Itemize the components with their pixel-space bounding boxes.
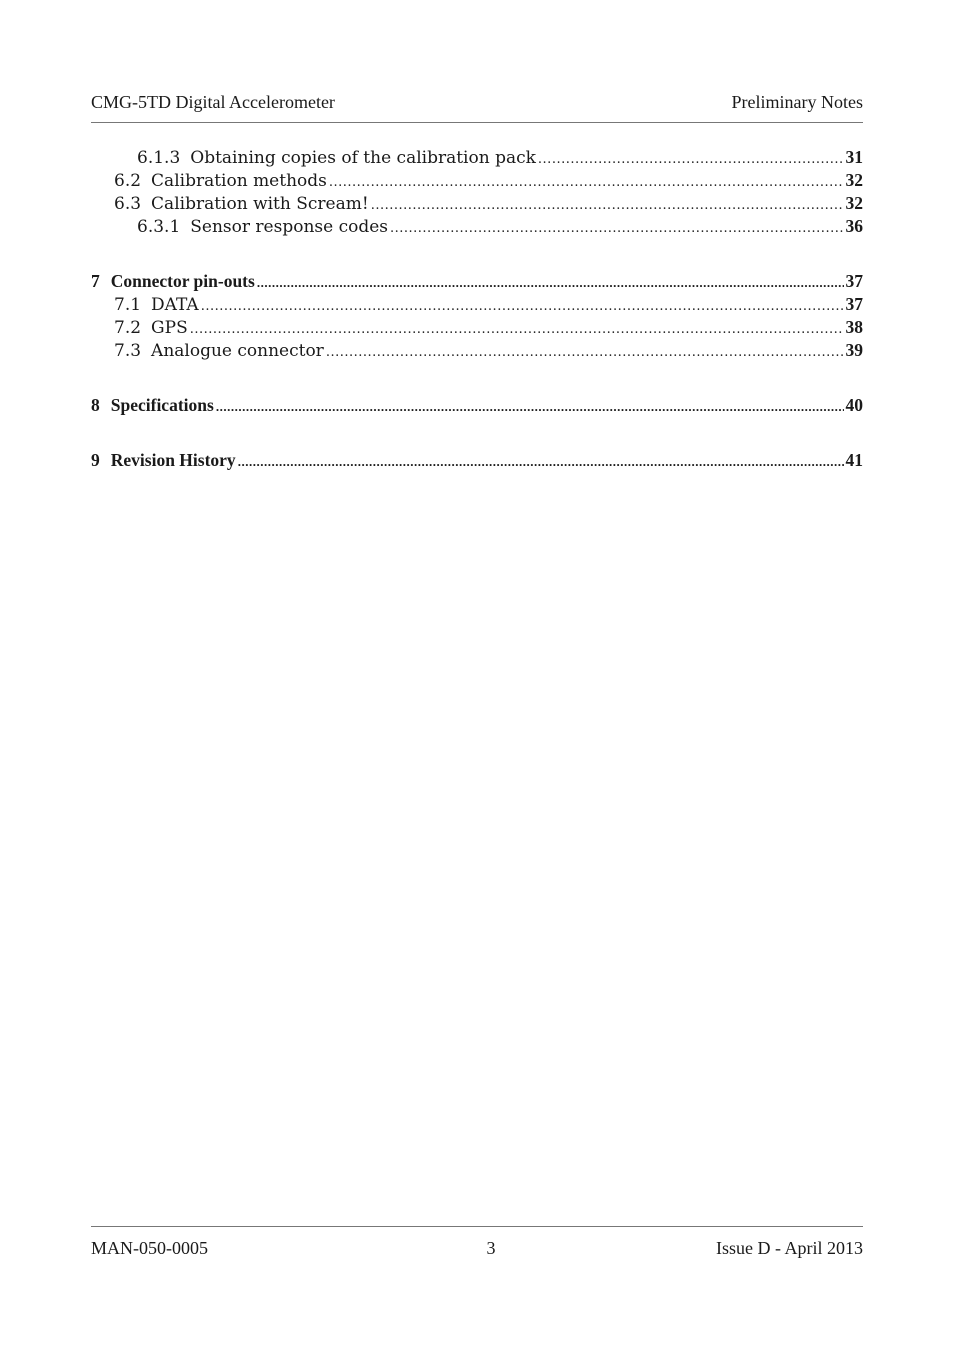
table-of-contents — [91, 146, 863, 472]
toc-leader-dots — [190, 317, 844, 341]
toc-entry[interactable] — [91, 192, 863, 215]
footer-page-number: 3 — [486, 1238, 496, 1258]
toc-entry-page: 31 — [845, 147, 863, 167]
toc-chapter-entry[interactable] — [91, 270, 863, 293]
toc-entry-page: 39 — [845, 340, 863, 360]
toc-entry-page: 38 — [845, 317, 863, 337]
toc-entry-number: 8 — [91, 395, 100, 415]
toc-entry-title: Connector pin-outs — [110, 271, 255, 291]
toc-entry-title: Obtaining copies of the calibration pack — [190, 148, 536, 168]
toc-leader-dots — [201, 294, 844, 318]
toc-section-gap — [91, 417, 863, 449]
toc-entry-title: Calibration methods — [151, 171, 327, 191]
header-document-title: CMG-5TD Digital Accelerometer — [91, 91, 335, 112]
toc-entry[interactable] — [91, 146, 863, 169]
toc-entry-number: 6.1.3 — [137, 148, 181, 168]
toc-leader-dots — [238, 449, 844, 473]
toc-entry[interactable] — [91, 293, 863, 316]
footer-issue-date: Issue D - April 2013 — [716, 1238, 863, 1258]
toc-entry[interactable] — [91, 339, 863, 362]
footer-document-id: MAN-050-0005 — [91, 1238, 208, 1258]
toc-leader-dots — [538, 147, 844, 171]
toc-section-gap — [91, 362, 863, 394]
toc-entry-page: 41 — [845, 450, 863, 470]
header-section-label: Preliminary Notes — [731, 91, 863, 112]
toc-entry[interactable] — [91, 215, 863, 238]
toc-entry-number: 7 — [91, 271, 100, 291]
toc-entry-number: 6.3.1 — [137, 217, 181, 237]
toc-entry[interactable] — [91, 316, 863, 339]
toc-entry-page: 40 — [845, 395, 863, 415]
page-header — [91, 90, 863, 114]
toc-entry-title: Sensor response codes — [190, 217, 388, 237]
toc-entry[interactable] — [91, 169, 863, 192]
footer-divider — [91, 1226, 863, 1227]
toc-entry-title: DATA — [151, 295, 199, 315]
toc-entry-page: 32 — [845, 193, 863, 213]
toc-leader-dots — [216, 394, 844, 418]
page-footer — [91, 1236, 863, 1260]
toc-entry-title: Calibration with Scream! — [151, 194, 369, 214]
toc-entry-number: 9 — [91, 450, 100, 470]
toc-chapter-entry[interactable] — [91, 394, 863, 417]
toc-entry-page: 37 — [845, 294, 863, 314]
toc-entry-page: 36 — [845, 216, 863, 236]
toc-leader-dots — [326, 340, 844, 364]
toc-leader-dots — [329, 170, 844, 194]
toc-entry-title: Specifications — [110, 395, 214, 415]
toc-entry-title: GPS — [151, 318, 188, 338]
toc-entry-page: 37 — [845, 271, 863, 291]
toc-section-gap — [91, 238, 863, 270]
toc-entry-page: 32 — [845, 170, 863, 190]
toc-leader-dots — [257, 270, 844, 294]
toc-entry-title: Analogue connector — [151, 341, 324, 361]
toc-entry-number: 7.3 — [114, 341, 142, 361]
toc-entry-number: 6.2 — [114, 171, 142, 191]
toc-entry-number: 7.2 — [114, 318, 142, 338]
toc-leader-dots — [390, 216, 844, 240]
toc-chapter-entry[interactable] — [91, 449, 863, 472]
toc-entry-number: 6.3 — [114, 194, 142, 214]
toc-leader-dots — [371, 193, 844, 217]
toc-entry-number: 7.1 — [114, 295, 142, 315]
header-divider — [91, 122, 863, 123]
toc-entry-title: Revision History — [110, 450, 236, 470]
